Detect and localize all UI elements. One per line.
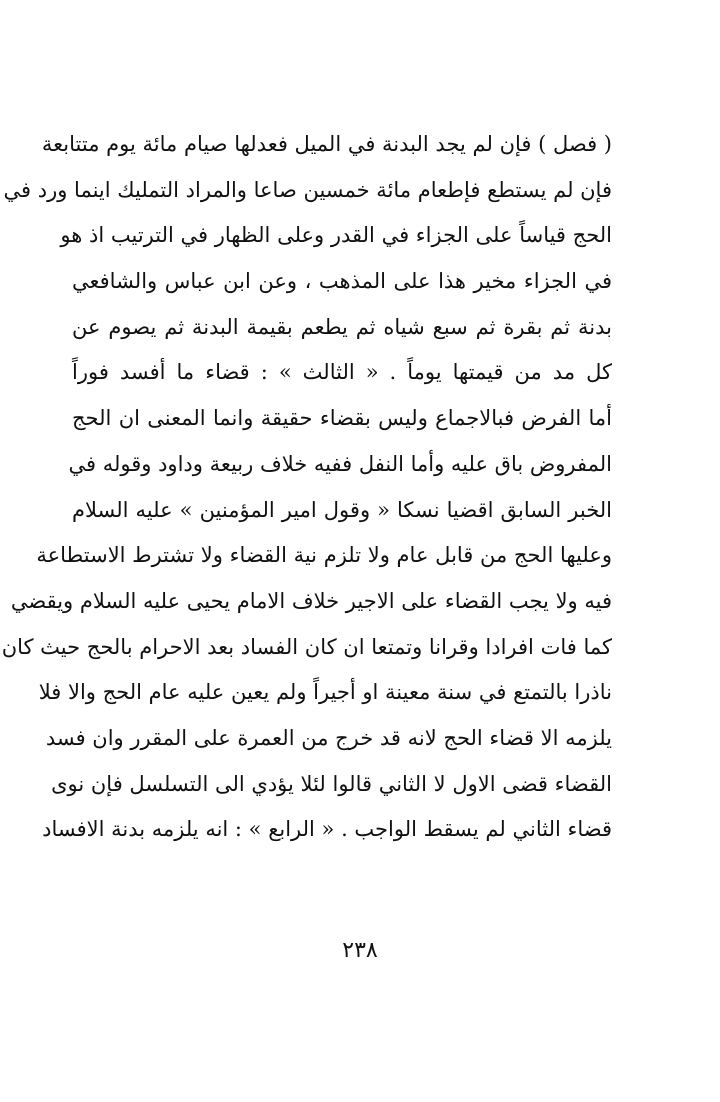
text-line: كل مد من قيمتها يوماً . « الثالث » : قضاء ما أفسد فوراً — [72, 360, 612, 385]
text-line: أما الفرض فبالاجماع وليس بقضاء حقيقة وانما المعنى ان الحج — [72, 406, 612, 431]
text-line: الحج قياساً على الجزاء في القدر وعلى الظهار في الترتيب اذ هو — [60, 223, 612, 248]
page-number: ٢٣٨ — [342, 938, 378, 963]
text-line: ( فصل ) فإن لم يجد البدنة في الميل فعدلها صيام مائة يوم متتابعة — [41, 132, 612, 156]
text-line: كما فات افرادا وقرانا وتمتعا ان كان الفساد بعد الاحرام بالحج حيث كان — [1, 634, 612, 659]
body-text — [1, 122, 612, 853]
text-line: وعليها الحج من قابل عام ولا تلزم نية القضاء ولا تشترط الاستطاعة — [36, 543, 612, 568]
text-line: فيه ولا يجب القضاء على الاجير خلاف الامام يحيى عليه السلام ويقضي — [10, 588, 612, 613]
text-line: القضاء قضى الاول لا الثاني قالوا لئلا يؤدي الى التسلسل فإن نوى — [51, 771, 612, 796]
text-line: المفروض باق عليه وأما النفل ففيه خلاف ربيعة وداود وقوله في — [68, 451, 612, 476]
text-line: الخبر السابق اقضيا نسكا « وقول امير المؤمنين » عليه السلام — [72, 497, 612, 522]
text-line: فإن لم يستطع فإطعام مائة خمسين صاعا والمراد التمليك اينما ورد في — [3, 177, 612, 202]
text-line: في الجزاء مخير هذا على المذهب ، وعن ابن عباس والشافعي — [72, 269, 612, 294]
text-line: يلزمه الا قضاء الحج لانه قد خرج من العمرة على المقرر وان فسد — [45, 725, 612, 750]
text-line: قضاء الثاني لم يسقط الواجب . « الرابع » : انه يلزمه بدنة الافساد — [42, 817, 612, 842]
text-line: بدنة ثم بقرة ثم سبع شياه ثم يطعم بقيمة البدنة ثم يصوم عن — [72, 314, 612, 339]
text-line: ناذرا بالتمتع في سنة معينة او أجيراً ولم يعين عليه عام الحج والا فلا — [38, 680, 612, 705]
